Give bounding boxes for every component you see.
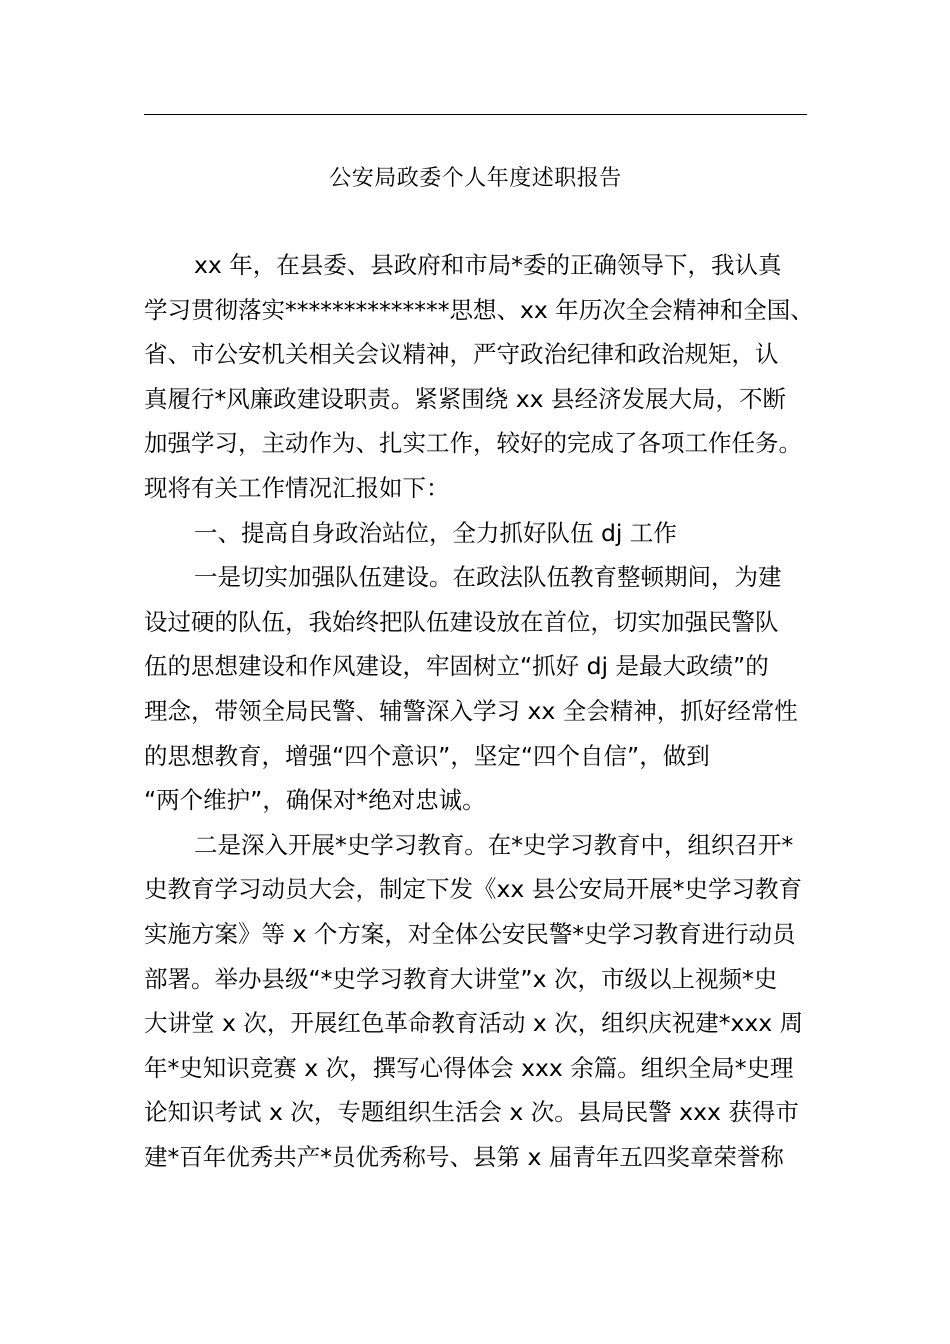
paragraph-line: 设过硬的队伍，我始终把队伍建设放在首位，切实加强民警队 (144, 607, 779, 636)
paragraph-line: 建*百年优秀共产*员优秀称号、县第 x 届青年五四奖章荣誉称 (144, 1142, 784, 1171)
paragraph-line: 理念，带领全局民警、辅警深入学习 xx 全会精神，抓好经常性 (144, 696, 798, 725)
paragraph-line: 现将有关工作情况汇报如下： (144, 473, 450, 502)
document-body (144, 243, 814, 1179)
paragraph-line: 省、市公安机关相关会议精神，严守政治纪律和政治规矩，认 (144, 340, 779, 369)
paragraph-line: “两个维护”，确保对*绝对忠诚。 (144, 786, 486, 815)
paragraph-line: xx 年，在县委、县政府和市局*委的正确领导下，我认真 (194, 251, 782, 279)
paragraph-line: 伍的思想建设和作风建设，牢固树立“抓好 dj 是最大政绩”的 (144, 652, 769, 681)
paragraph-line: 论知识考试 x 次，专题组织生活会 x 次。县局民警 xxx 获得市 (144, 1098, 799, 1127)
paragraph-line: 实施方案》等 x 个方案，对全体公安民警*史学习教育进行动员 (144, 919, 796, 948)
paragraph-line: 大讲堂 x 次，开展红色革命教育活动 x 次，组织庆祝建*xxx 周 (144, 1009, 804, 1038)
document-title: 公安局政委个人年度述职报告 (329, 166, 622, 191)
header-rule (144, 114, 807, 115)
paragraph-line: 年*史知识竞赛 x 次，撰写心得体会 xxx 余篇。组织全局*史理 (144, 1053, 794, 1082)
paragraph-line: 的思想教育，增强“四个意识”，坚定“四个自信”，做到 (144, 741, 710, 770)
paragraph-line: 一是切实加强队伍建设。在政法队伍教育整顿期间，为建 (194, 563, 782, 592)
paragraph-line: 部署。举办县级“*史学习教育大讲堂”x 次，市级以上视频*史 (144, 964, 778, 993)
paragraph-line: 史教育学习动员大会，制定下发《xx 县公安局开展*史学习教育 (144, 875, 803, 904)
section-heading: 一、提高自身政治站位，全力抓好队伍 dj 工作 (194, 518, 677, 547)
paragraph-line: 真履行*风廉政建设职责。紧紧围绕 xx 县经济发展大局，不断 (144, 384, 787, 413)
paragraph-line: 加强学习，主动作为、扎实工作，较好的完成了各项工作任务。 (144, 429, 802, 458)
paragraph-line: 二是深入开展*史学习教育。在*史学习教育中，组织召开* (194, 830, 794, 859)
paragraph-line: 学习贯彻落实**************思想、xx 年历次全会精神和全国、 (144, 295, 814, 324)
